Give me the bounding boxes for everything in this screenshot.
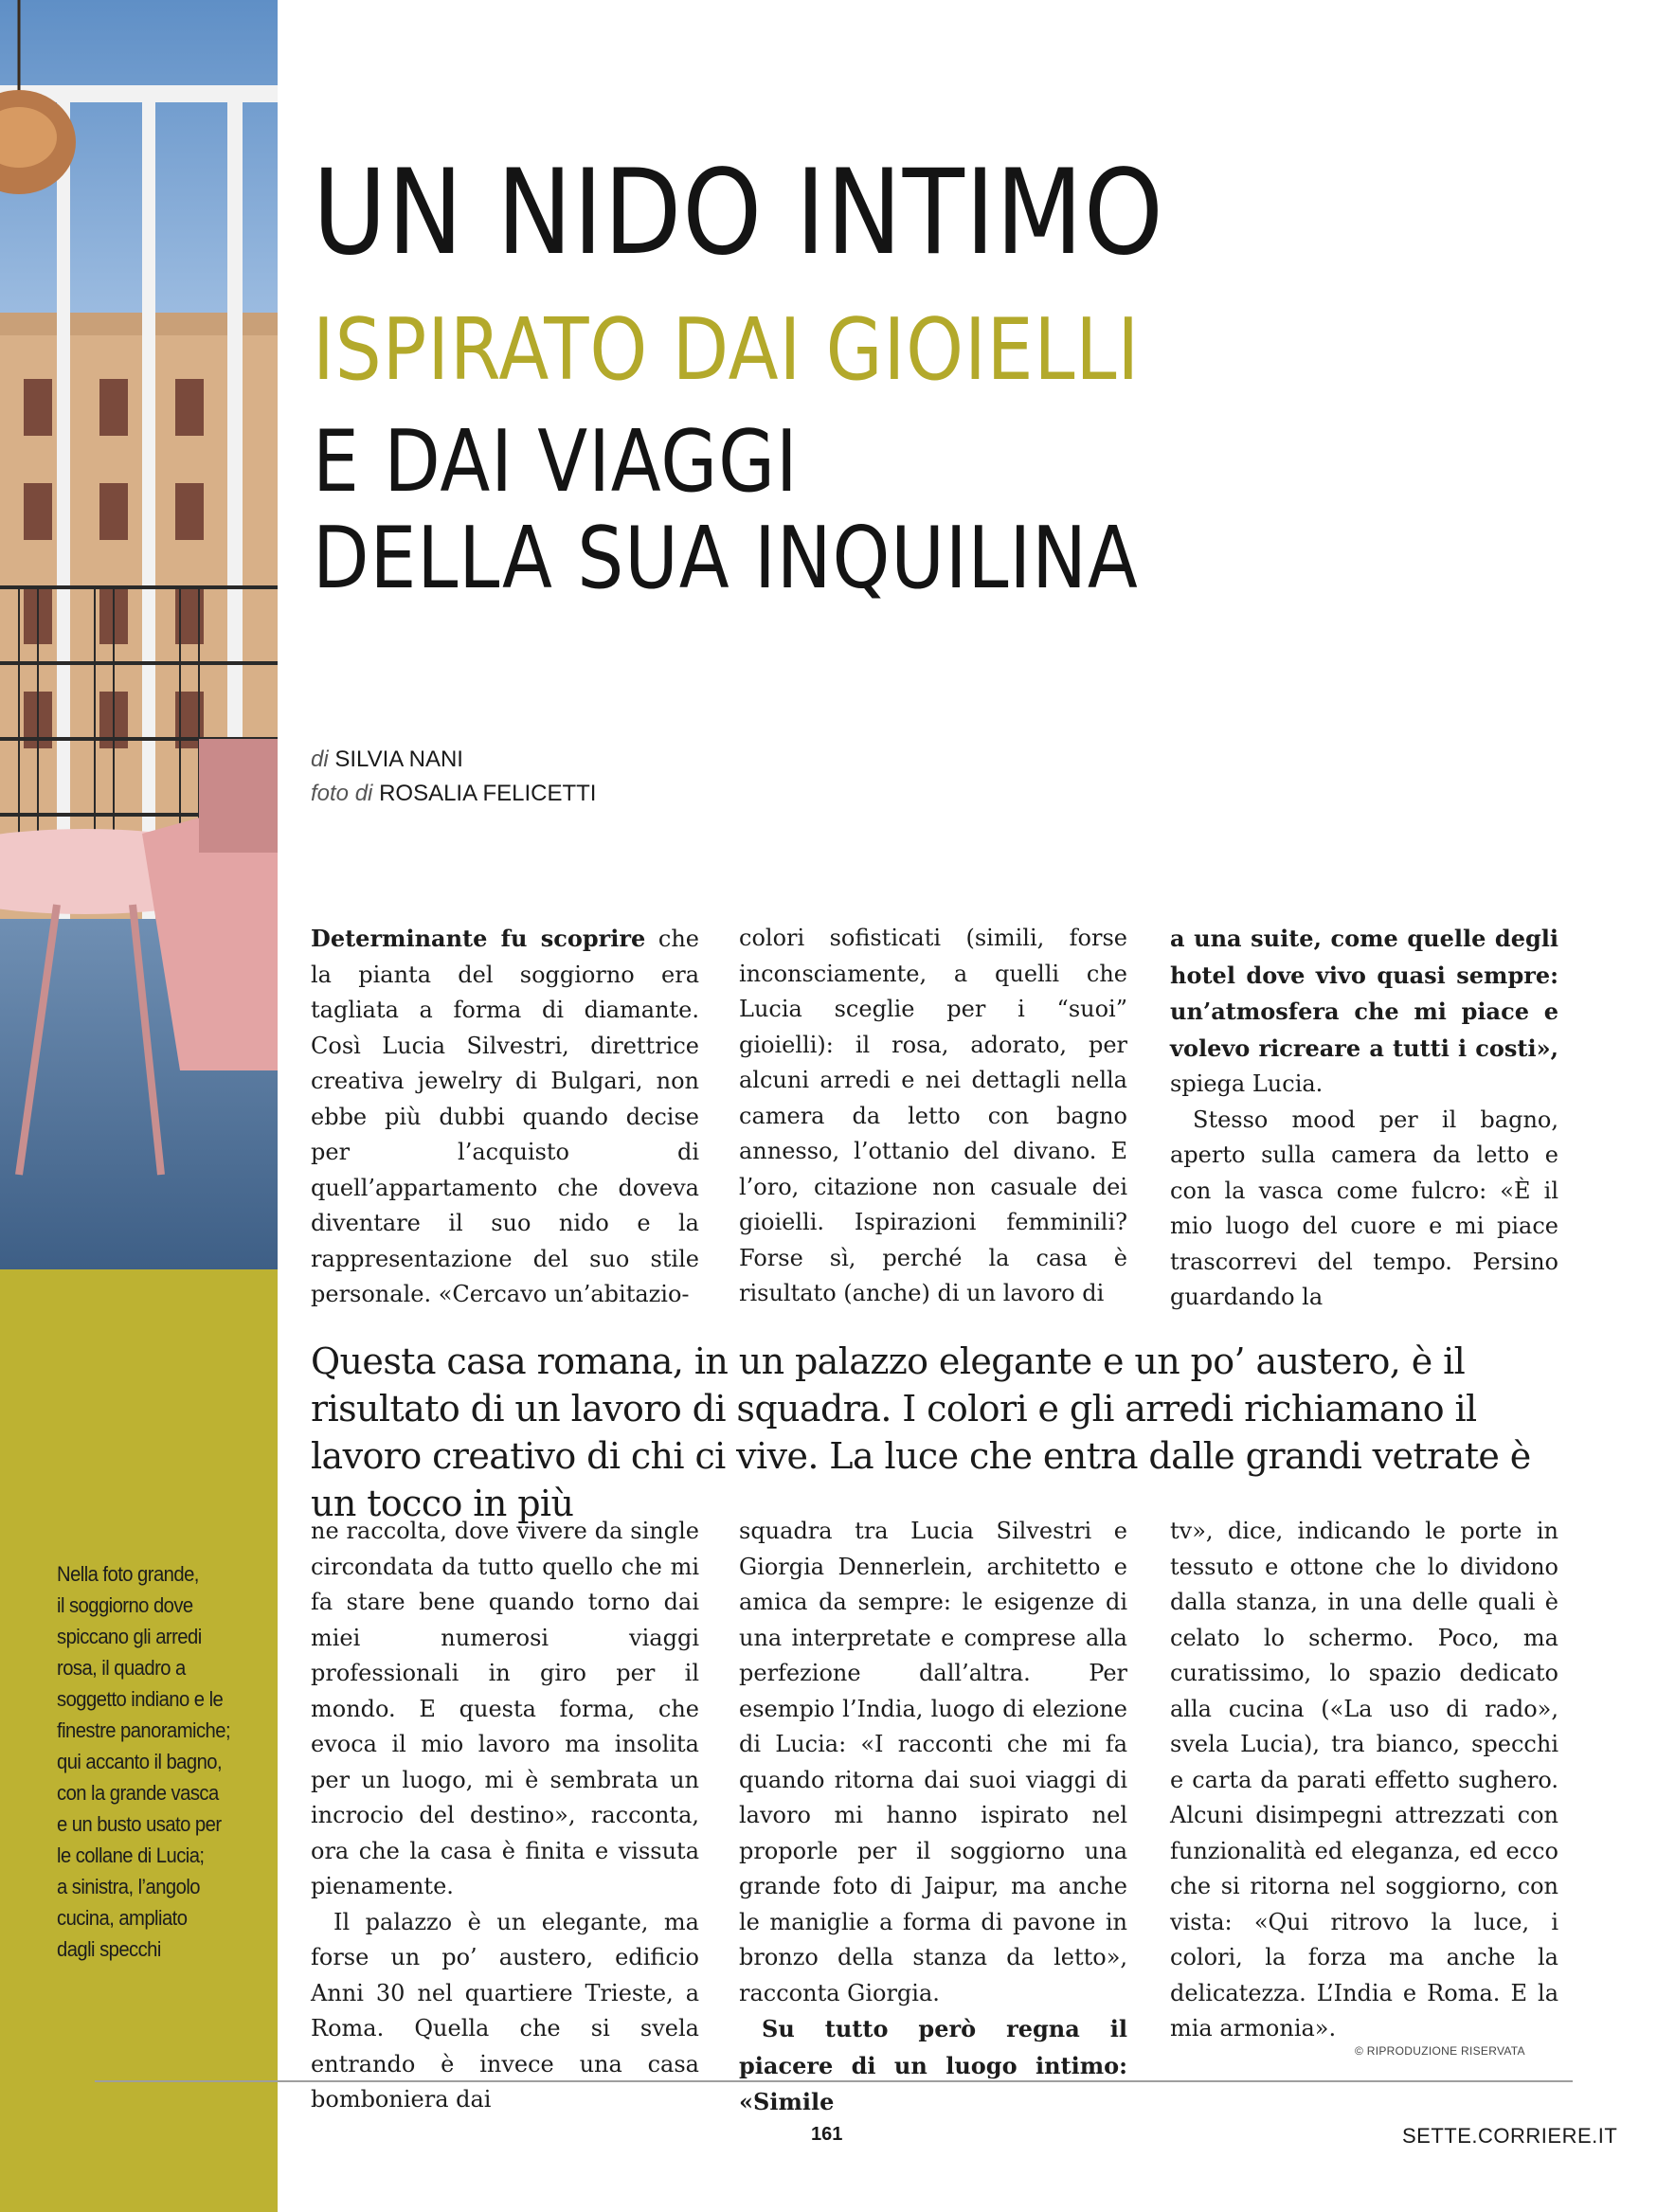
author-prefix: di (311, 746, 329, 772)
body-column-3 (1170, 921, 1558, 1316)
paragraph (311, 921, 699, 1313)
interior-photo (0, 0, 278, 1269)
page-number: 161 (811, 2124, 843, 2145)
headline-line-3: E DAI VIAGGI (313, 412, 799, 512)
paragraph: ne raccolta, dove vivere da single circondata da tutto quello che mi fa stare bene quando torno dai miei numerosi viaggi professionali in giro per il mondo. E questa forma, che evoca il mio lavoro ma insolita per un luogo, mi è sembrata un incrocio del destino», racconta, ora che la casa è finita e vissuta pienamente. (311, 1518, 699, 1899)
body-column-1 (311, 921, 699, 1313)
headline-line-4: DELLA SUA INQUILINA (313, 509, 1139, 608)
paragraph-text: spiega Lucia. (1170, 1070, 1324, 1097)
headline-line-1: UN NIDO INTIMO (313, 145, 1164, 281)
paragraph: tv», dice, indicando le porte in tessuto e ottone che lo dividono dalla stanza, in una delle quali è celato lo schermo. Poco, ma curatissimo, lo spazio dedicato alla cucina («La uso di rado», svela Lucia), tra bianco, specchi e carta da parati effetto sughero. Alcuni disimpegni attrezzati con funzionalità ed eleganza, ed ecco che si ritorna nel soggiorno, con vista: «Qui ritrovo la luce, i colori, la forza ma anche la delicatezza. L’India e Roma. E la mia armonia». (1170, 1518, 1558, 2041)
photo-caption: Nella foto grande, il soggiorno dove spiccano gli arredi rosa, il quadro a soggetto indiano e le finestre panoramiche; qui accanto il bagno, con la grande vasca e un busto usato per le collane di Lucia; a sinistra, l’angolo cucina, ampliato dagli specchi (57, 1562, 231, 1961)
headline-line-2: ISPIRATO DAI GIOIELLI (313, 300, 1141, 400)
author-credit (311, 746, 463, 773)
paragraph: Stesso mood per il bagno, aperto sulla camera da letto e con la vasca come fulcro: «È il mio luogo del cuore e mi piace trascorrevi del tempo. Persino guardando la (1170, 1106, 1558, 1310)
copyright-notice: © RIPRODUZIONE RISERVATA (1355, 2044, 1525, 2058)
body-column-4 (311, 1514, 699, 2118)
paragraph (1170, 921, 1558, 1103)
photo-credit (311, 781, 596, 807)
pull-quote: Questa casa romana, in un palazzo elegante e un po’ austero, è il risultato di un lavoro di squadra. I colori e gli arredi richiamano il lavoro creativo di chi ci vive. La luce che entra dalle grandi vetrate è un tocco in più (311, 1340, 1531, 1524)
bold-quote: a una suite, come quelle degli hotel dove vivo quasi sempre: un’atmosfera che mi piace e volevo ricreare a tutti i costi», (1170, 925, 1558, 1062)
author-name: SILVIA NANI (334, 746, 463, 772)
lead-in: Determinante fu scoprire (311, 925, 646, 952)
body-column-5 (739, 1514, 1127, 2121)
paragraph: squadra tra Lucia Silvestri e Giorgia Dennerlein, architetto e amica da sempre: le esigenze di una interpretate e comprese alla perfezione dall’altra. Per esempio l’India, luogo di elezione di Lucia: «I racconti che mi fa quando ritorna dai suoi viaggi di lavoro mi hanno ispirato nel proporle per il soggiorno una grande foto di Jaipur, ma anche le maniglie a forma di pavone in bronzo della stanza da letto», racconta Giorgia. (739, 1518, 1127, 2006)
paragraph (739, 2011, 1127, 2121)
paragraph: colori sofisticati (simili, forse inconsciamente, a quelli che Lucia sceglie per i “suoi” gioielli): il rosa, adorato, per alcuni arredi e nei dettagli nella camera da letto con bagno annesso, l’ottanio del divano. E l’oro, citazione non casuale dei gioielli. Ispirazioni femminili? Forse sì, perché la casa è risultato (anche) di un lavoro di (739, 925, 1127, 1306)
paragraph: Il palazzo è un elegante, ma forse un po’ austero, edificio Anni 30 nel quartiere Trieste, a Roma. Quella che si svela entrando è invece una casa bomboniera dai (311, 1908, 699, 2113)
paragraph-text: che la pianta del soggiorno era tagliata a forma di diamante. Così Lucia Silvestri, direttrice creativa jewelry di Bulgari, non ebbe più dubbi quando decise per l’acquisto di quell’appartamento che doveva diventare il suo nido e la rappresentazione del suo stile personale. «Cercavo un’abitazio- (311, 926, 699, 1307)
body-column-6 (1170, 1514, 1558, 2047)
photographer-name: ROSALIA FELICETTI (379, 781, 597, 806)
photo-prefix: foto di (311, 781, 373, 806)
body-column-2 (739, 921, 1127, 1312)
bold-lead: Su tutto però regna il piacere di un luogo intimo: «Simile (739, 2015, 1127, 2115)
footer-rule (95, 2080, 1573, 2082)
site-url[interactable]: SETTE.CORRIERE.IT (1402, 2124, 1618, 2148)
